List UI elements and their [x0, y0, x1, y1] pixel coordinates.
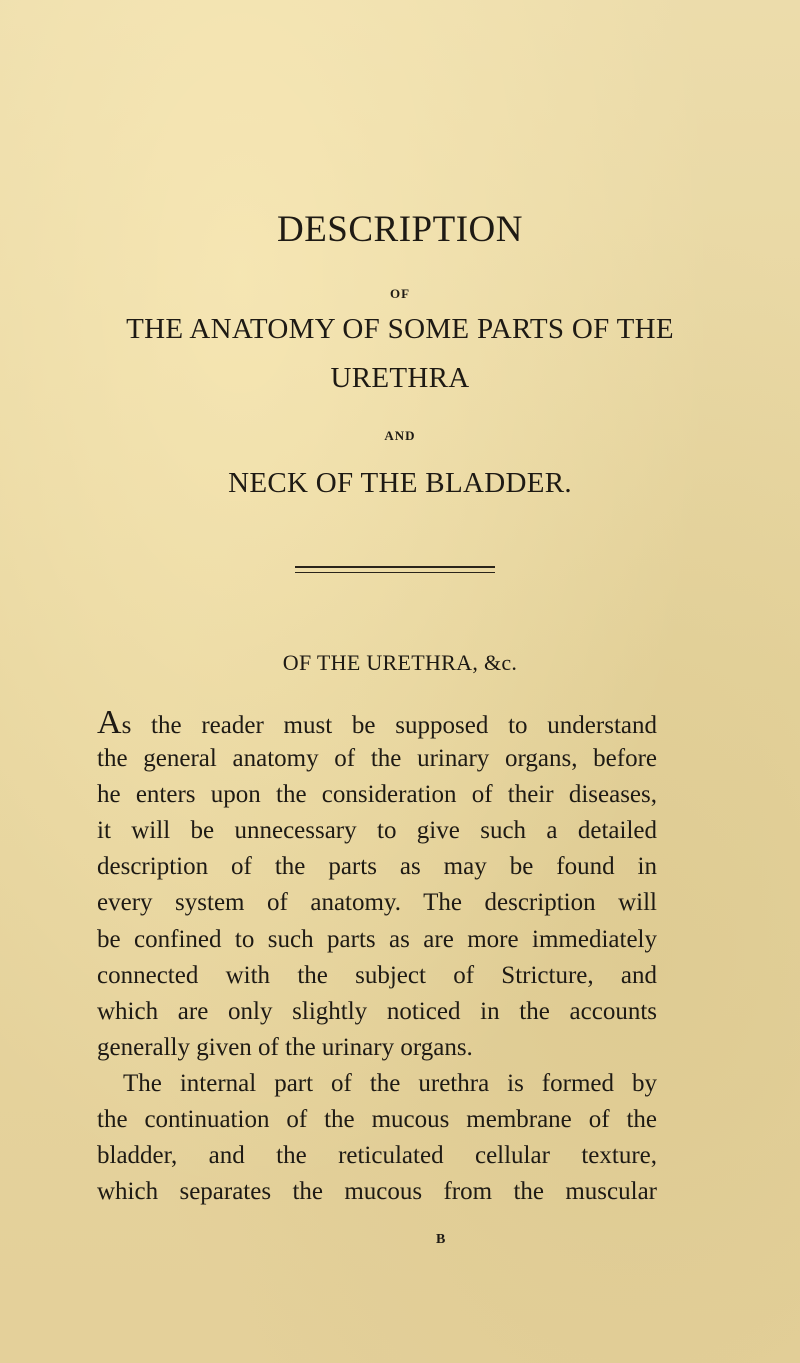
text-line: be confined to such parts as are more immediately	[97, 925, 657, 953]
text-line: description of the parts as may be found in	[97, 853, 657, 881]
text-line: bladder, and the reticulated cellular texture,	[97, 1142, 657, 1170]
text-line: which separates the mucous from the muscular	[97, 1178, 657, 1206]
title-line-1: THE ANATOMY OF SOME PARTS OF THE	[126, 313, 674, 345]
text-line: it will be unnecessary to give such a detailed	[97, 817, 657, 845]
section-divider-thick	[295, 566, 495, 568]
signature-mark: B	[436, 1232, 446, 1247]
text-line: every system of anatomy. The description will	[97, 889, 657, 917]
section-heading: OF THE URETHRA, &c.	[282, 650, 518, 675]
text-line	[97, 705, 657, 741]
text-line: connected with the subject of Stricture, and	[97, 961, 657, 989]
text-line-content: s the reader must be supposed to understand	[121, 712, 657, 739]
page-title: DESCRIPTION	[276, 209, 524, 250]
section-divider-thin	[295, 572, 495, 573]
text-line: the continuation of the mucous membrane of the	[97, 1106, 657, 1134]
title-connector-of: OF	[389, 286, 411, 301]
body-paragraphs	[97, 705, 657, 1210]
text-line: the general anatomy of the urinary organs, before	[97, 745, 657, 773]
title-line-2: URETHRA	[330, 362, 470, 394]
title-line-3: NECK OF THE BLADDER.	[228, 467, 572, 499]
drop-initial: A	[97, 704, 122, 741]
text-line: generally given of the urinary organs.	[97, 1033, 473, 1061]
text-line: he enters upon the consideration of their diseases,	[97, 781, 657, 809]
text-line: which are only slightly noticed in the accounts	[97, 997, 657, 1025]
title-connector-and: AND	[384, 428, 416, 443]
text-line: The internal part of the urethra is formed by	[123, 1069, 657, 1097]
